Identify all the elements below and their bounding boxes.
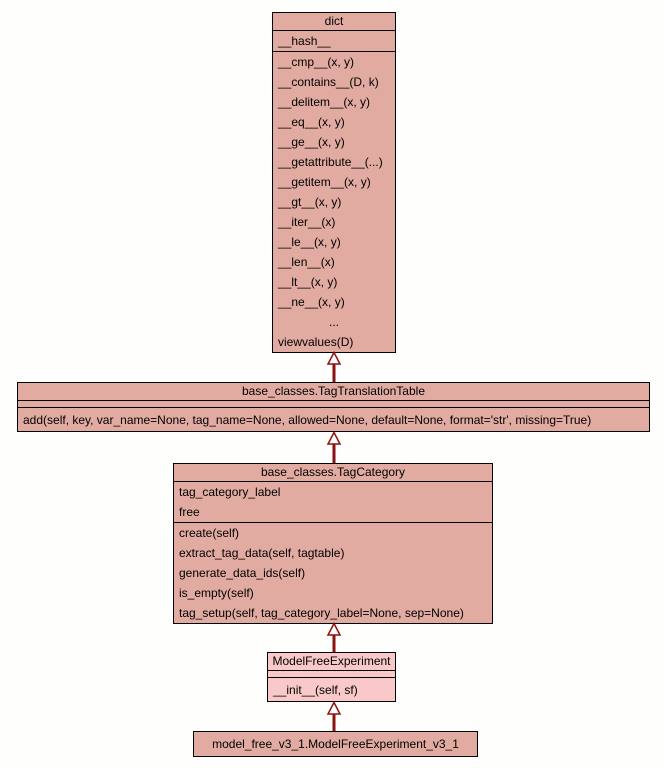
inheritance-arrow-2 xyxy=(328,624,340,653)
method-row: add(self, key, var_name=None, tag_name=None, allowed=None, default=None, format='str', missing=True) xyxy=(23,412,592,427)
method-row: __getattribute__(...) xyxy=(278,155,383,169)
method-row: __iter__(x) xyxy=(278,215,336,229)
method-row: __eq__(x, y) xyxy=(278,115,345,129)
class-box-tag-category[interactable] xyxy=(173,463,493,624)
class-title: base_classes.TagTranslationTable xyxy=(18,383,649,401)
method-row: ... xyxy=(328,315,339,329)
method-row: __cmp__(x, y) xyxy=(278,55,355,69)
attributes-compartment xyxy=(174,482,492,523)
attributes-compartment xyxy=(268,671,395,678)
methods-compartment xyxy=(18,408,649,431)
class-box-model-free-experiment[interactable] xyxy=(267,652,396,702)
class-title: base_classes.TagCategory xyxy=(174,464,492,482)
method-row: __lt__(x, y) xyxy=(278,275,338,289)
attributes-compartment xyxy=(18,401,649,408)
inheritance-arrow-3 xyxy=(328,703,340,732)
attribute-row: __hash__ xyxy=(278,34,331,48)
class-title: model_free_v3_1.ModelFreeExperiment_v3_1 xyxy=(212,737,459,751)
method-row: viewvalues(D) xyxy=(278,335,354,349)
method-row: __gt__(x, y) xyxy=(278,195,342,209)
methods-compartment xyxy=(268,678,395,701)
class-box-tag-translation-table[interactable] xyxy=(17,382,650,432)
method-row: is_empty(self) xyxy=(179,586,254,600)
method-row: __delitem__(x, y) xyxy=(278,95,371,109)
class-title: ModelFreeExperiment xyxy=(268,653,395,671)
method-row: __ge__(x, y) xyxy=(278,135,345,149)
method-row: create(self) xyxy=(179,526,240,540)
class-box-dict[interactable] xyxy=(272,12,396,353)
attribute-row: free xyxy=(179,505,200,519)
method-row: tag_setup(self, tag_category_label=None, sep=None) xyxy=(179,606,464,620)
method-row: extract_tag_data(self, tagtable) xyxy=(179,546,345,560)
method-row: __len__(x) xyxy=(278,255,335,269)
attribute-row: tag_category_label xyxy=(179,485,281,499)
method-row: __contains__(D, k) xyxy=(278,75,379,89)
method-row: __le__(x, y) xyxy=(278,235,341,249)
methods-compartment xyxy=(273,52,395,352)
method-row: __getitem__(x, y) xyxy=(278,175,371,189)
inheritance-arrow-0 xyxy=(328,353,340,383)
method-row: generate_data_ids(self) xyxy=(179,566,306,580)
inheritance-arrow-1 xyxy=(328,433,340,464)
method-row: __ne__(x, y) xyxy=(278,295,345,309)
methods-compartment xyxy=(174,523,492,623)
attributes-compartment xyxy=(273,31,395,52)
class-title: dict xyxy=(273,13,395,31)
method-row: __init__(self, sf) xyxy=(273,682,358,697)
class-box-model-free-experiment-v3-1[interactable] xyxy=(193,731,478,757)
